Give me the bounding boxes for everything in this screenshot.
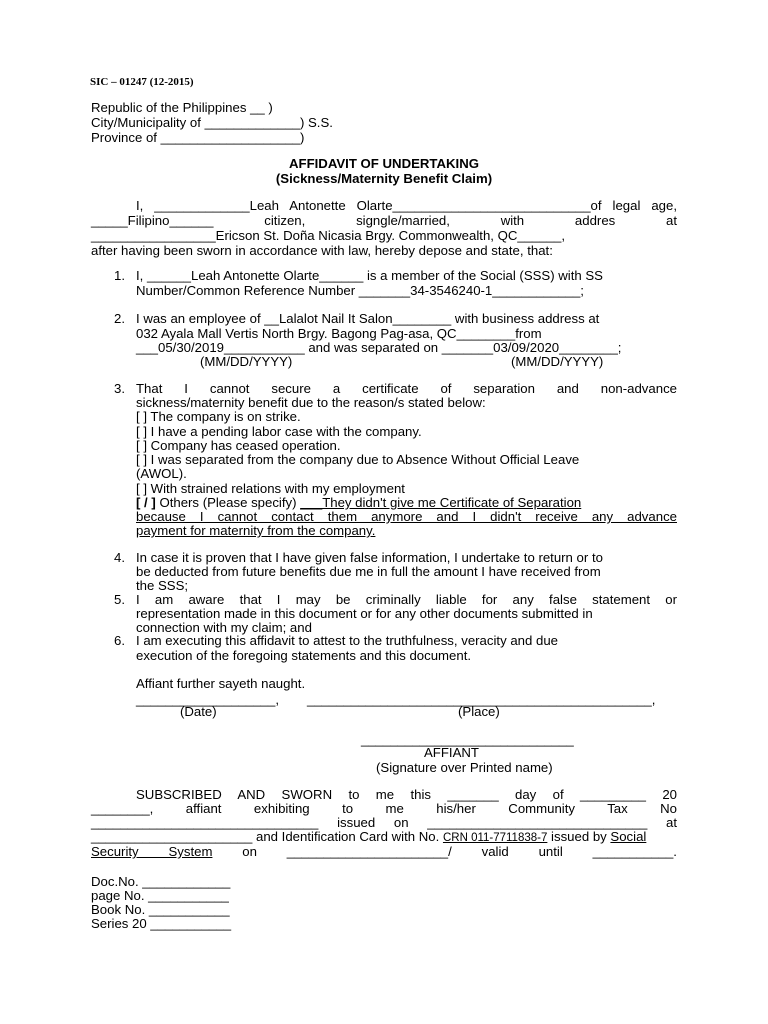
place-label: (Place) xyxy=(458,704,500,719)
form-code: SIC – 01247 (12-2015) xyxy=(90,76,194,88)
book-no: Book No. ___________ xyxy=(91,902,230,917)
jurat-line-4: ______________________ and Identification Card with No. CRN 011-7711838-7 issued by Social xyxy=(91,829,647,844)
item-4-line-2: be deducted from future benefits due me in full the amount I have received from xyxy=(136,564,601,579)
item-4-number: 4. xyxy=(114,550,125,565)
affiant-sub-label: (Signature over Printed name) xyxy=(376,760,553,775)
item-2-number: 2. xyxy=(114,311,125,326)
others-text-2: because I cannot contact them anymore and I didn't receive any advance xyxy=(136,509,677,524)
item-1-line-1: I, ______Leah Antonette Olarte______ is a member of the Social (SSS) with SS xyxy=(136,268,603,283)
date-line[interactable]: ___________________, xyxy=(136,692,280,707)
item-2-date-format-2: (MM/DD/YYYY) xyxy=(511,354,604,369)
item-3-line-1: That I cannot secure a certificate of separation and non-advance xyxy=(136,381,677,396)
item-6-line-2: execution of the foregoing statements and this document. xyxy=(136,648,472,663)
option-awol-cont: (AWOL). xyxy=(136,466,187,481)
item-2-line-3: ___05/30/2019___________ and was separated on _______03/09/2020________; xyxy=(136,340,622,355)
others-checkbox[interactable]: [ / ] xyxy=(136,495,156,510)
jurat-line-2: ________, affiant exhibiting to me his/her Community Tax No xyxy=(91,801,678,816)
header-province: Province of ___________________) xyxy=(91,130,305,145)
item-3-number: 3. xyxy=(114,381,125,396)
option-pending-labor-case[interactable]: [ ] I have a pending labor case with the company. xyxy=(136,424,422,439)
item-4-line-1: In case it is proven that I have given false information, I undertake to return or to xyxy=(136,550,603,565)
affiant-signature-line[interactable]: _____________________________ xyxy=(361,732,574,747)
others-label: Others (Please specify) xyxy=(159,495,297,510)
option-company-strike[interactable]: [ ] The company is on strike. xyxy=(136,409,301,424)
series-no: Series 20 ___________ xyxy=(91,916,232,931)
affiant-label: AFFIANT xyxy=(424,745,479,760)
option-company-ceased[interactable]: [ ] Company has ceased operation. xyxy=(136,438,341,453)
header-republic: Republic of the Philippines __ ) xyxy=(91,100,273,115)
option-strained-relations[interactable]: [ ] With strained relations with my employment xyxy=(136,481,405,496)
intro-line-4: after having been sworn in accordance with law, hereby depose and state, that: xyxy=(91,243,553,258)
crn-number: CRN 011-7711838-7 xyxy=(442,832,548,844)
doc-no: Doc.No. ____________ xyxy=(91,874,231,889)
item-5-line-3: connection with my claim; and xyxy=(136,620,312,635)
item-5-line-1: I am aware that I may be criminally liable for any false statement or xyxy=(136,592,677,607)
item-3-line-2: sickness/maternity benefit due to the reason/s stated below: xyxy=(136,395,486,410)
item-2-date-format-1: (MM/DD/YYYY) xyxy=(200,354,293,369)
item-6-line-1: I am executing this affidavit to attest to the truthfulness, veracity and due xyxy=(136,633,558,648)
others-text-1: ___They didn't give me Certificate of Separation xyxy=(300,495,582,510)
page-no: page No. ___________ xyxy=(91,888,229,903)
issuer-security-system: Security System xyxy=(91,844,213,859)
option-others[interactable] xyxy=(136,495,581,510)
header-city: City/Municipality of _____________) S.S. xyxy=(91,115,333,130)
date-label: (Date) xyxy=(180,704,217,719)
intro-line-3: _________________Ericson St. Doña Nicasia Brgy. Commonwealth, QC______, xyxy=(91,228,566,243)
title-sub: (Sickness/Maternity Benefit Claim) xyxy=(275,171,493,186)
jurat-line-1: SUBSCRIBED AND SWORN to me this _______ day of _________ 20 xyxy=(136,787,678,802)
item-2-line-2: 032 Ayala Mall Vertis North Brgy. Bagong Pag-asa, QC________from xyxy=(136,326,542,341)
jurat-line-3: _______________________________ issued on ______________________________ at xyxy=(91,815,678,830)
item-5-line-2: representation made in this document or for any other documents submitted in xyxy=(136,606,593,621)
item-5-number: 5. xyxy=(114,592,125,607)
issuer-social: Social xyxy=(610,829,647,844)
intro-line-2: _____Filipino______ citizen, signgle/married, with addres at xyxy=(91,213,678,228)
others-text-3: payment for maternity from the company. xyxy=(136,523,376,538)
item-2-line-1: I was an employee of __Lalalot Nail It Salon________ with business address at xyxy=(136,311,600,326)
item-1-number: 1. xyxy=(114,268,125,283)
option-awol[interactable]: [ ] I was separated from the company due to Absence Without Official Leave xyxy=(136,452,580,467)
item-4-line-3: the SSS; xyxy=(136,578,189,593)
item-1-line-2: Number/Common Reference Number _______34-3546240-1____________; xyxy=(136,283,584,298)
title-main: AFFIDAVIT OF UNDERTAKING xyxy=(289,156,479,171)
place-line[interactable]: _______________________________________________, xyxy=(307,692,656,707)
jurat-line-5: Security System on ______________________/ valid until ___________. xyxy=(91,844,677,859)
item-6-number: 6. xyxy=(114,633,125,648)
intro-line-1: I, _____________Leah Antonette Olarte___________________________of legal age, xyxy=(136,198,677,213)
affiant-naught: Affiant further sayeth naught. xyxy=(136,676,306,691)
